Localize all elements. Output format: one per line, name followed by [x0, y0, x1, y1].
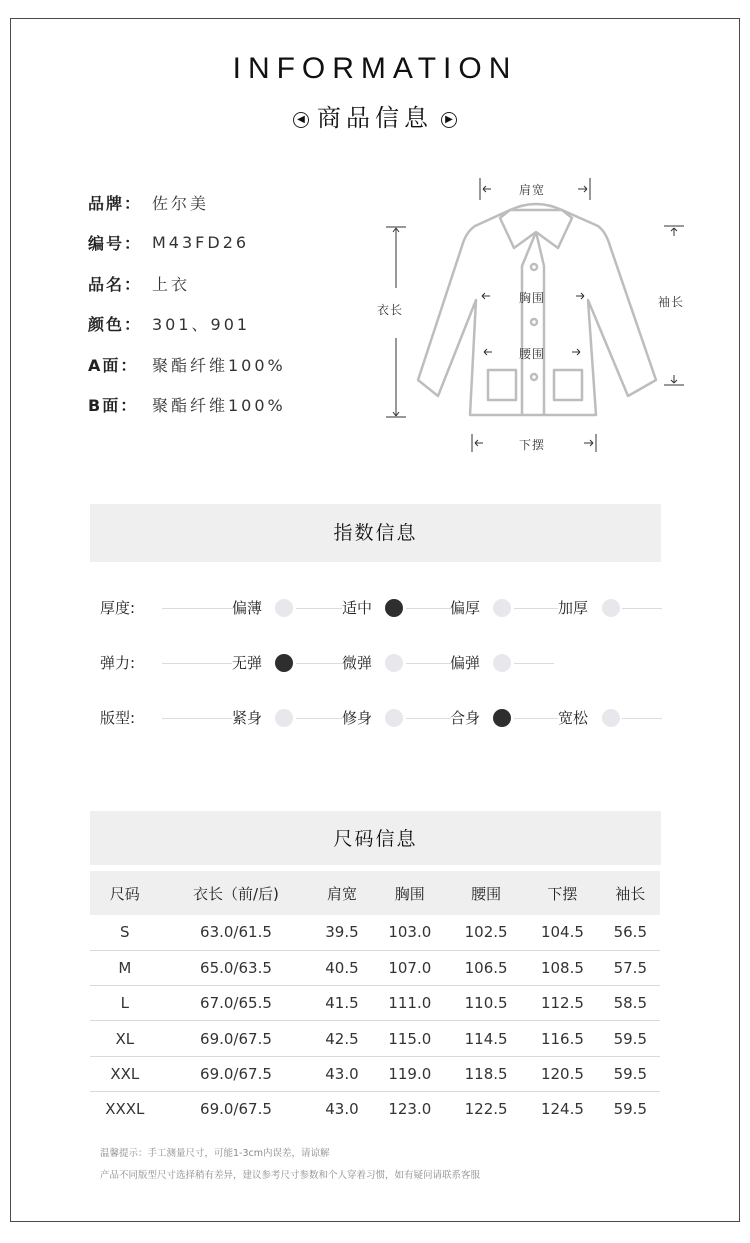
info-value: 301、901	[152, 315, 251, 335]
size-cell: XXL	[90, 1056, 160, 1091]
index-dot	[602, 599, 620, 617]
size-cell: 103.0	[372, 915, 448, 950]
size-cell: XXXL	[105, 1100, 145, 1119]
label-shoulder: 肩宽	[519, 183, 546, 197]
index-dot	[275, 709, 293, 727]
size-cell: L	[90, 986, 160, 1021]
index-option: 紧身	[232, 709, 263, 727]
size-cell: 116.5	[524, 1021, 600, 1056]
info-value: 上衣	[152, 274, 191, 294]
size-cell: 42.5	[312, 1021, 371, 1056]
size-cell: 69.0/67.5	[160, 1021, 313, 1056]
info-key: 颜色：	[88, 315, 143, 335]
index-option: 修身	[342, 709, 373, 727]
size-cell: 123.0	[388, 1100, 432, 1119]
index-row-elasticity	[90, 651, 670, 675]
index-row-fit	[90, 706, 670, 730]
table-row	[90, 950, 660, 985]
size-cell: 118.5	[448, 1056, 524, 1091]
index-divider	[514, 663, 554, 664]
size-cell: 120.5	[524, 1056, 600, 1091]
note-measurement: 温馨提示：手工测量尺寸，可能1-3cm内误差，请谅解	[100, 1148, 330, 1159]
label-waist: 腰围	[519, 347, 546, 361]
info-row-brand	[88, 182, 286, 223]
size-cell: 59.5	[613, 1100, 647, 1119]
index-label: 厚度:	[100, 599, 136, 617]
index-divider	[162, 608, 232, 609]
size-cell: M	[90, 950, 160, 985]
size-cell: 41.5	[312, 986, 371, 1021]
circle-arrow-left-icon: ◀	[293, 112, 309, 128]
table-row	[90, 1021, 660, 1056]
size-cell: 104.5	[524, 915, 600, 950]
index-divider	[622, 718, 662, 719]
index-dot	[275, 599, 293, 617]
index-divider	[406, 718, 450, 719]
index-divider	[514, 718, 558, 719]
size-cell: 106.5	[448, 950, 524, 985]
size-section-title: 尺码信息	[90, 811, 661, 865]
info-row-side-a	[88, 344, 286, 385]
size-cell: 59.5	[601, 1021, 660, 1056]
index-divider	[514, 608, 558, 609]
circle-arrow-right-icon: ▶	[441, 112, 457, 128]
index-dot	[385, 654, 403, 672]
info-row-side-b	[88, 385, 286, 426]
size-table	[90, 871, 660, 1127]
index-dot	[602, 709, 620, 727]
index-option: 合身	[450, 709, 481, 727]
info-key: A面：	[88, 355, 139, 375]
index-divider	[296, 663, 342, 664]
title-chinese-text: 商品信息	[317, 104, 433, 132]
index-dot	[385, 709, 403, 727]
size-header-cell: 袖长	[601, 871, 660, 915]
size-cell: 43.0	[325, 1100, 359, 1119]
index-option: 加厚	[558, 599, 589, 617]
index-divider	[406, 608, 450, 609]
index-dot-selected	[493, 709, 511, 727]
size-cell: 67.0/65.5	[160, 986, 313, 1021]
index-row-thickness	[90, 596, 670, 620]
size-cell: 69.0/67.5	[200, 1100, 272, 1119]
info-row-code	[88, 223, 286, 264]
size-cell: 124.5	[540, 1100, 584, 1119]
index-option: 偏弹	[450, 654, 481, 672]
size-cell: S	[90, 915, 160, 950]
info-value: 聚酯纤维100%	[152, 355, 286, 375]
label-chest: 胸围	[519, 291, 546, 305]
size-cell: 40.5	[312, 950, 371, 985]
table-row	[90, 1056, 660, 1091]
info-row-color	[88, 304, 286, 345]
size-cell: 56.5	[601, 915, 660, 950]
size-cell: 59.5	[601, 1056, 660, 1091]
size-cell: 115.0	[372, 1021, 448, 1056]
index-option: 偏厚	[450, 599, 481, 617]
note-fit-advice: 产品不同版型尺寸选择稍有差异，建议参考尺寸参数和个人穿着习惯，如有疑问请联系客服	[100, 1170, 481, 1181]
size-header-cell: 肩宽	[312, 871, 371, 915]
jacket-outline-icon	[370, 170, 700, 460]
info-row-name	[88, 263, 286, 304]
size-header-cell: 下摆	[524, 871, 600, 915]
size-cell: 69.0/67.5	[160, 1056, 313, 1091]
index-option: 无弹	[232, 654, 263, 672]
info-key: 品牌：	[88, 193, 143, 213]
size-cell: 107.0	[372, 950, 448, 985]
index-option: 适中	[342, 599, 373, 617]
index-option: 偏薄	[232, 599, 263, 617]
size-header-cell: 腰围	[448, 871, 524, 915]
size-cell: 65.0/63.5	[160, 950, 313, 985]
index-option: 微弹	[342, 654, 373, 672]
size-cell: 114.5	[448, 1021, 524, 1056]
size-cell: XL	[90, 1021, 160, 1056]
size-cell: 122.5	[464, 1100, 508, 1119]
index-dot	[493, 599, 511, 617]
info-key: 品名：	[88, 274, 143, 294]
index-divider	[296, 608, 342, 609]
index-section-title: 指数信息	[90, 504, 661, 562]
size-header-cell: 胸围	[372, 871, 448, 915]
size-cell: 110.5	[448, 986, 524, 1021]
size-table-header	[90, 871, 660, 915]
label-sleeve: 袖长	[658, 295, 685, 309]
index-label: 版型:	[100, 709, 136, 727]
table-row	[90, 915, 660, 950]
size-header-cell: 尺码	[90, 871, 160, 915]
index-dot-selected	[385, 599, 403, 617]
table-row	[90, 986, 660, 1021]
label-length: 衣长	[377, 303, 404, 317]
product-info-list	[88, 182, 286, 425]
info-key: 编号：	[88, 234, 143, 254]
index-divider	[162, 663, 232, 664]
size-cell: 57.5	[601, 950, 660, 985]
index-divider	[622, 608, 662, 609]
info-value: 聚酯纤维100%	[152, 396, 286, 416]
info-value: 佐尔美	[152, 193, 210, 213]
size-cell: 108.5	[524, 950, 600, 985]
index-divider	[296, 718, 342, 719]
garment-diagram	[370, 170, 700, 460]
info-value: M43FD26	[152, 233, 250, 253]
size-cell: 63.0/61.5	[160, 915, 313, 950]
title-chinese	[0, 98, 750, 133]
size-cell: 119.0	[372, 1056, 448, 1091]
title-english: INFORMATION	[232, 52, 518, 85]
size-cell: 58.5	[601, 986, 660, 1021]
index-dot	[493, 654, 511, 672]
label-hem: 下摆	[519, 438, 546, 452]
size-cell: 112.5	[524, 986, 600, 1021]
size-cell: 111.0	[372, 986, 448, 1021]
size-cell: 43.0	[312, 1056, 371, 1091]
index-label: 弹力:	[100, 654, 136, 672]
size-header-cell: 衣长（前/后)	[160, 871, 313, 915]
index-divider	[406, 663, 450, 664]
table-row	[90, 1091, 660, 1126]
size-cell: 102.5	[448, 915, 524, 950]
index-option: 宽松	[558, 709, 589, 727]
index-dot-selected	[275, 654, 293, 672]
info-key: B面：	[88, 396, 139, 416]
index-divider	[162, 718, 232, 719]
size-cell: 39.5	[312, 915, 371, 950]
